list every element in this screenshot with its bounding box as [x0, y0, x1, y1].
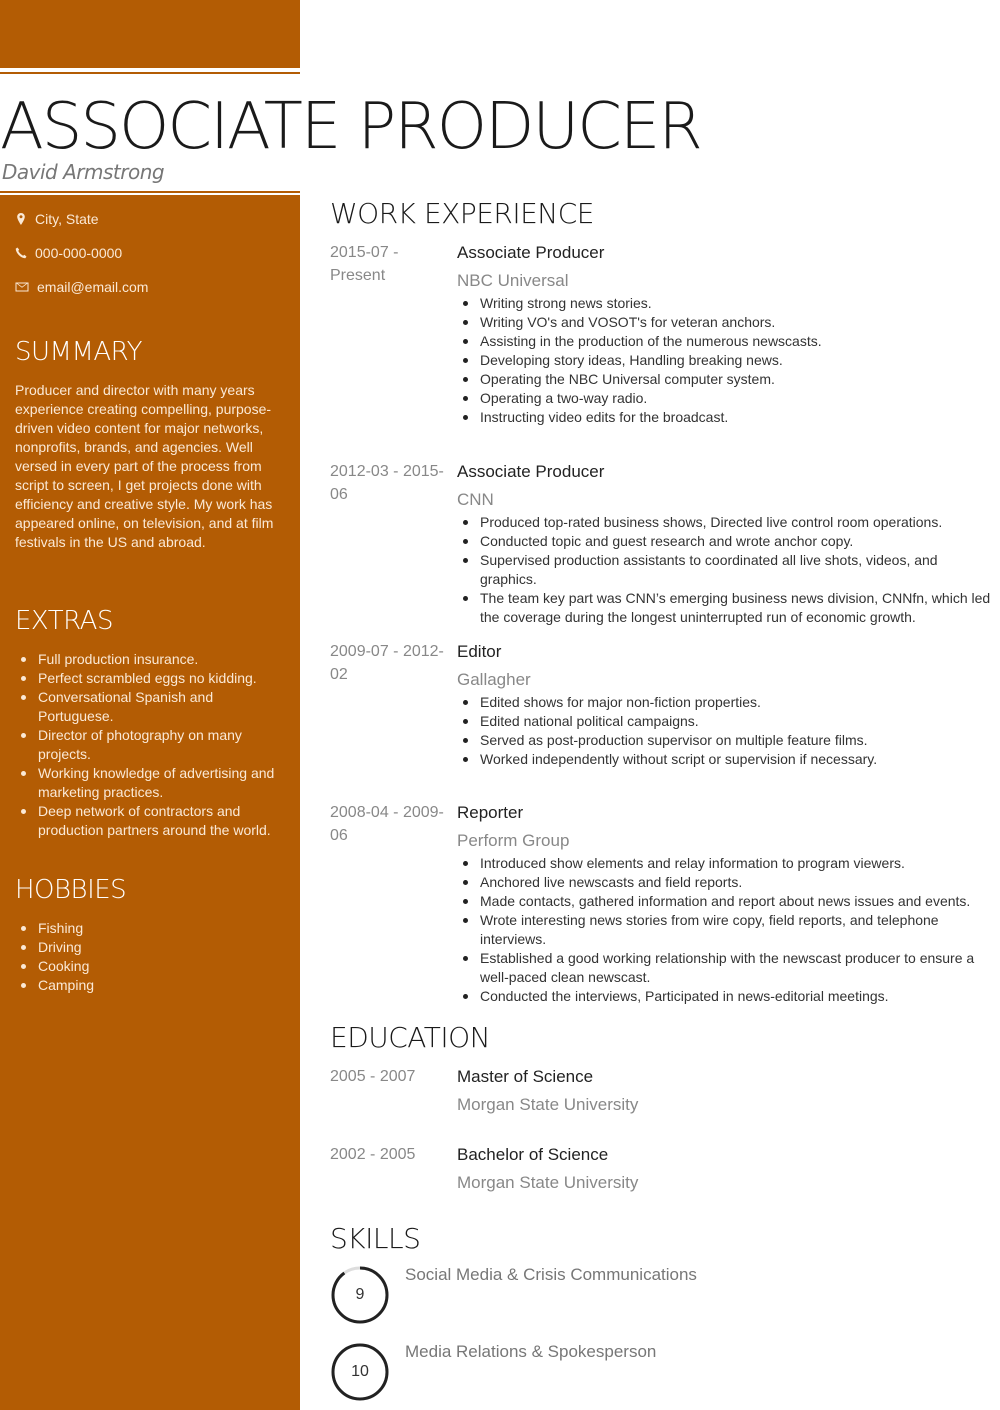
work-org: Perform Group [457, 831, 570, 850]
list-item: Edited shows for major non-fiction properties. [457, 693, 997, 712]
header-rule-bottom [0, 191, 300, 193]
education-degree: Master of Science [457, 1067, 594, 1086]
list-item: Assisting in the production of the numerous newscasts. [457, 332, 997, 351]
list-item: Full production insurance. [15, 650, 290, 669]
list-item: Perfect scrambled eggs no kidding. [15, 669, 290, 688]
education-heading: EDUCATION [330, 1021, 491, 1054]
list-item: Driving [15, 938, 290, 957]
skill-item [330, 1342, 998, 1404]
list-item: Camping [15, 976, 290, 995]
list-item: Cooking [15, 957, 290, 976]
list-item: Introduced show elements and relay information to program viewers. [457, 854, 997, 873]
header-rule-top [0, 72, 300, 74]
contact-email-text: email@email.com [37, 279, 149, 295]
page-title: ASSOCIATE PRODUCER [0, 90, 701, 164]
skill-item [330, 1265, 998, 1327]
list-item: Wrote interesting news stories from wire copy, field reports, and telephone interviews. [457, 911, 997, 949]
work-date: 2015-07 - Present [330, 244, 399, 284]
phone-icon [15, 247, 27, 259]
hobbies-list [15, 919, 290, 995]
education-school: Morgan State University [457, 1173, 639, 1192]
list-item: Supervised production assistants to coordinated all live shots, videos, and graphics. [457, 551, 997, 589]
list-item: Instructing video edits for the broadcast. [457, 408, 997, 427]
contact-phone-text: 000-000-0000 [35, 245, 123, 261]
skill-name: Media Relations & Spokesperson [405, 1342, 657, 1361]
work-experience-heading: WORK EXPERIENCE [330, 197, 594, 230]
location-pin-icon [15, 213, 27, 225]
list-item: Served as post-production supervisor on multiple feature films. [457, 731, 997, 750]
skills-heading: SKILLS [330, 1222, 421, 1255]
hobbies-heading: HOBBIES [15, 875, 127, 905]
list-item: The team key part was CNN’s emerging business news division, CNNfn, which led the coverage during the longest uninterrupted run of economic growth. [457, 589, 997, 627]
work-org: CNN [457, 490, 494, 509]
education-school: Morgan State University [457, 1095, 639, 1114]
summary-heading: SUMMARY [15, 337, 142, 367]
work-role: Reporter [457, 803, 524, 822]
envelope-icon [15, 281, 29, 293]
work-bullets [457, 513, 997, 627]
list-item: Conversational Spanish and Portuguese. [15, 688, 290, 726]
list-item: Fishing [15, 919, 290, 938]
list-item: Working knowledge of advertising and marketing practices. [15, 764, 290, 802]
education-degree: Bachelor of Science [457, 1145, 609, 1164]
list-item: Operating a two-way radio. [457, 389, 997, 408]
work-bullets [457, 693, 997, 769]
work-org: Gallagher [457, 670, 531, 689]
sidebar-top-band [0, 0, 300, 68]
work-date: 2008-04 - 2009-06 [330, 804, 444, 844]
list-item: Deep network of contractors and production partners around the world. [15, 802, 290, 840]
work-role: Editor [457, 642, 502, 661]
work-role: Associate Producer [457, 243, 605, 262]
skill-name: Social Media & Crisis Communications [405, 1265, 697, 1284]
work-role: Associate Producer [457, 462, 605, 481]
list-item: Established a good working relationship with the newscast producer to ensure a well-paced clean newscast. [457, 949, 997, 987]
education-date: 2005 - 2007 [330, 1068, 416, 1085]
work-date: 2009-07 - 2012-02 [330, 643, 444, 683]
contact-location [15, 211, 99, 227]
list-item: Edited national political campaigns. [457, 712, 997, 731]
list-item: Worked independently without script or supervision if necessary. [457, 750, 997, 769]
work-bullets [457, 854, 997, 1006]
list-item: Director of photography on many projects. [15, 726, 290, 764]
extras-heading: EXTRAS [15, 606, 113, 636]
skill-level: 10 [351, 1363, 369, 1380]
contact-email [15, 279, 148, 295]
contact-location-text: City, State [35, 211, 99, 227]
work-date: 2012-03 - 2015-06 [330, 463, 444, 503]
list-item: Conducted topic and guest research and wrote anchor copy. [457, 532, 997, 551]
list-item: Developing story ideas, Handling breaking news. [457, 351, 997, 370]
education-date: 2002 - 2005 [330, 1146, 416, 1163]
list-item: Produced top-rated business shows, Directed live control room operations. [457, 513, 997, 532]
list-item: Writing VO's and VOSOT's for veteran anchors. [457, 313, 997, 332]
work-org: NBC Universal [457, 271, 569, 290]
work-bullets [457, 294, 997, 427]
list-item: Anchored live newscasts and field reports. [457, 873, 997, 892]
list-item: Made contacts, gathered information and report about news issues and events. [457, 892, 997, 911]
contact-phone [15, 245, 122, 261]
summary-text: Producer and director with many years experience creating compelling, purpose-driven video content for major networks, nonprofits, brands, and agencies. Well versed in every part of the process from script to screen, I get projects done with efficiency and creative style. My work has appeared online, on television, and at film festivals in the US and abroad. [15, 382, 274, 550]
list-item: Writing strong news stories. [457, 294, 997, 313]
person-name: David Armstrong [2, 160, 165, 184]
list-item: Operating the NBC Universal computer system. [457, 370, 997, 389]
skill-level: 9 [355, 1286, 365, 1303]
extras-list [15, 650, 290, 840]
list-item: Conducted the interviews, Participated in news-editorial meetings. [457, 987, 997, 1006]
